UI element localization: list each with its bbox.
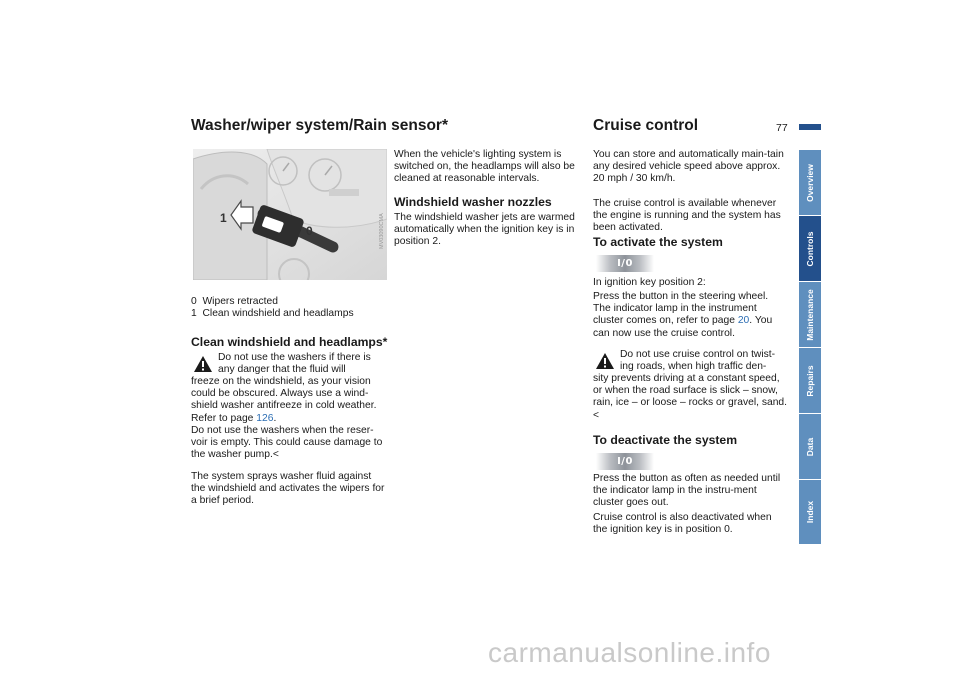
cruise-warning-body: sity prevents driving at a constant speed, or when the road surface is slick – snow, rain, ice – or loose – rocks or gravel, sand.< bbox=[593, 373, 788, 421]
legend-item: 1 Clean windshield and headlamps bbox=[191, 308, 354, 320]
legend-item: 0 Wipers retracted bbox=[191, 296, 279, 307]
left-page-title: Washer/wiper system/Rain sensor* bbox=[191, 117, 448, 134]
cruise-button-icon: I/0 bbox=[596, 255, 654, 272]
page-number: 77 bbox=[776, 122, 788, 134]
figure-code: MV03090CMA bbox=[379, 213, 385, 249]
warning-icon bbox=[193, 355, 213, 378]
right-page-title: Cruise control bbox=[593, 117, 699, 134]
nozzles-heading: Windshield washer nozzles bbox=[394, 195, 552, 209]
tab-overview[interactable]: Overview bbox=[799, 150, 821, 215]
section-heading-clean: Clean windshield and headlamps* bbox=[191, 335, 388, 349]
activate-heading: To activate the system bbox=[593, 235, 723, 249]
figure-legend bbox=[191, 296, 391, 320]
figure-label-0: 0 bbox=[306, 224, 313, 238]
deactivate-paragraph-1: Press the button as often as needed until the indicator lamp in the instru-ment cluster goes out. bbox=[593, 473, 781, 509]
warning-body: freeze on the windshield, as your vision could be obscured. Always use a wind-shield washer antifreeze in cold weather. Refer to page 126. Do not use the washers when the reser-voir is empty. This could cause damage to the washer pump.< bbox=[191, 376, 383, 461]
page-marker bbox=[799, 124, 821, 130]
page-link-126[interactable]: 126 bbox=[256, 412, 274, 424]
tab-maintenance[interactable]: Maintenance bbox=[799, 282, 821, 347]
deactivate-paragraph-2: Cruise control is also deactivated when the ignition key is in position 0. bbox=[593, 512, 772, 536]
activate-step-2: Press the button in the steering wheel. The indicator lamp in the instrument cluster comes on, refer to page 20. You can now use the cruise control. bbox=[593, 291, 773, 339]
cruise-warning-lead: Do not use cruise control on twist- ing roads, when high traffic den- bbox=[620, 349, 776, 373]
warning-lead: Do not use the washers if there is any danger that the fluid will bbox=[218, 352, 371, 376]
tab-controls[interactable]: Controls bbox=[799, 216, 821, 281]
cruise-button-icon: I/0 bbox=[596, 453, 654, 470]
deactivate-heading: To deactivate the system bbox=[593, 433, 738, 447]
page-link-20[interactable]: 20 bbox=[737, 315, 750, 327]
cruise-intro-2: The cruise control is available whenever the engine is running and the system has been activated. bbox=[593, 198, 781, 234]
tab-repairs[interactable]: Repairs bbox=[799, 348, 821, 413]
cruise-intro-1: You can store and automatically main-tain any desired vehicle speed above approx. 20 mph / 30 km/h. bbox=[593, 149, 784, 185]
headlamp-paragraph: When the vehicle's lighting system is switched on, the headlamps will also be cleaned at reasonable intervals. bbox=[394, 149, 575, 185]
watermark: carmanualsonline.info bbox=[488, 637, 771, 668]
nozzles-paragraph: The windshield washer jets are warmed automatically when the ignition key is in position 2. bbox=[394, 212, 575, 248]
tab-data[interactable]: Data bbox=[799, 414, 821, 479]
washer-paragraph: The system sprays washer fluid against the windshield and activates the wipers for a brief period. bbox=[191, 471, 385, 507]
tab-index[interactable]: Index bbox=[799, 480, 821, 544]
warning-icon bbox=[595, 352, 615, 375]
wiper-stalk-figure bbox=[193, 149, 387, 280]
activate-step-1: In ignition key position 2: bbox=[593, 277, 706, 288]
figure-label-1: 1 bbox=[220, 211, 227, 225]
